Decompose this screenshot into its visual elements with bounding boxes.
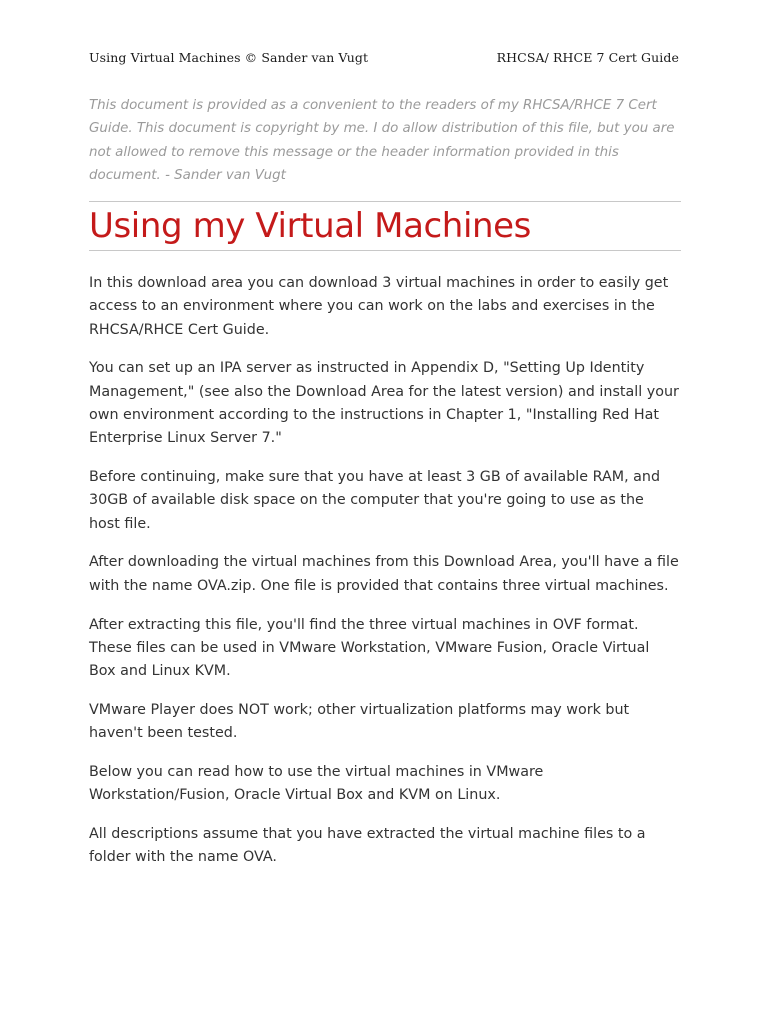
body-paragraph: All descriptions assume that you have extracted the virtual machine files to a folder with the name OVA. [89,826,646,866]
header-left-text: Using Virtual Machines © Sander van Vugt [89,49,369,65]
page-header [89,47,679,67]
body-paragraph: After downloading the virtual machines from this Download Area, you'll have a file with the name OVA.zip. One file is provided that contains three virtual machines. [89,554,679,594]
body-paragraph: VMware Player does NOT work; other virtualization platforms may work but haven't been tested. [89,701,630,742]
body-paragraph: Below you can read how to use the virtual machines in VMware Workstation/Fusion, Oracle Virtual Box and KVM on Linux. [89,764,544,804]
body-paragraph: In this download area you can download 3 virtual machines in order to easily get access to an environment where you can work on the labs and exercises in the RHCSA/RHCE Cert Guide. [89,275,669,338]
body-paragraph: After extracting this file, you'll find the three virtual machines in OVF format. These files can be used in VMware Workstation, VMware Fusion, Oracle Virtual Box and Linux KVM. [89,616,650,680]
header-right-text: RHCSA/ RHCE 7 Cert Guide [496,49,679,65]
title-bottom-rule [89,250,681,251]
body-paragraph: Before continuing, make sure that you have at least 3 GB of available RAM, and 30GB of available disk space on the computer that you're going to use as the host file. [89,469,661,532]
page-title: Using my Virtual Machines [89,206,531,246]
copyright-notice: This document is provided as a convenient to the readers of my RHCSA/RHCE 7 Cert Guide. This document is copyright by me. I do allow distribution of this file, but you are not allowed to remove this message or the header information provided in this document. - Sander van Vugt [89,98,675,183]
title-top-rule [89,201,681,202]
body-paragraph: You can set up an IPA server as instructed in Appendix D, "Setting Up Identity Management," (see also the Download Area for the latest version) and install your own environment according to the instructions in Chapter 1, "Installing Red Hat Enterprise Linux Server 7." [89,360,679,447]
document-body [89,272,679,885]
